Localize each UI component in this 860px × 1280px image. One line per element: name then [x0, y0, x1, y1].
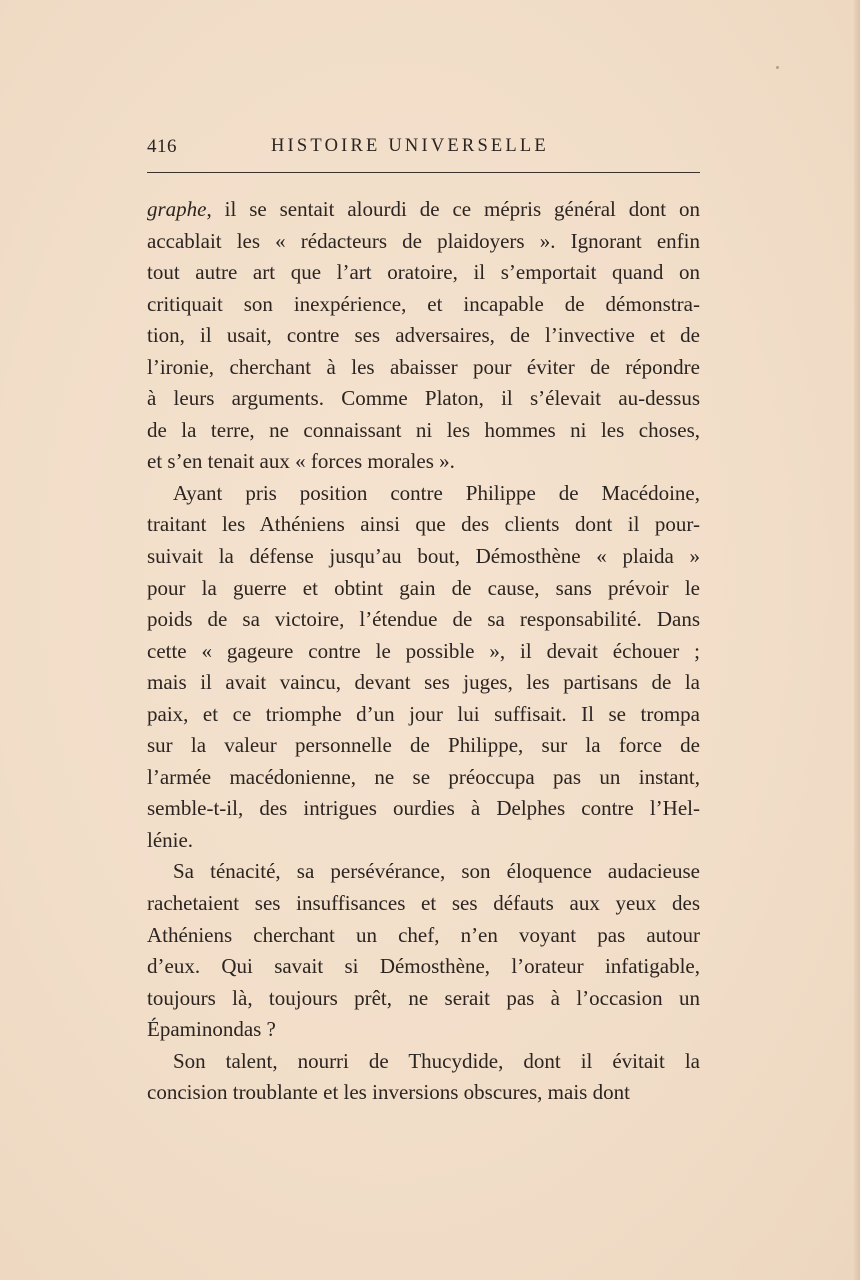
text-line: rachetaient ses insuffisances et ses défauts aux yeux des [147, 891, 700, 916]
text-line: tion, il usait, contre ses adversaires, de l’invective et de [147, 323, 700, 348]
text-line: Sa ténacité, sa persévérance, son éloquence audacieuse [173, 859, 700, 884]
text-line: l’armée macédonienne, ne se préoccupa pas un instant, [147, 764, 700, 789]
text-line: mais il avait vaincu, devant ses juges, les partisans de la [147, 670, 700, 695]
header-rule [147, 172, 700, 173]
text-line: de la terre, ne connaissant ni les hommes ni les choses, [147, 417, 700, 442]
text-line: Athéniens cherchant un chef, n’en voyant pas autour [147, 922, 700, 947]
text-line: cette « gageure contre le possible », il devait échouer ; [147, 638, 700, 663]
text-line: à leurs arguments. Comme Platon, il s’élevait au-dessus [147, 386, 700, 411]
text-line: paix, et ce triomphe d’un jour lui suffisait. Il se trompa [147, 701, 700, 726]
text-line: toujours là, toujours prêt, ne serait pas à l’occasion un [147, 985, 700, 1010]
text-line: accablait les « rédacteurs de plaidoyers ». Ignorant enfin [147, 228, 700, 253]
text-line: critiquait son inexpérience, et incapable de démonstra- [147, 291, 700, 316]
text-line: Épaminondas ? [147, 1017, 276, 1042]
page-number: 416 [147, 136, 177, 157]
text-line: d’eux. Qui savait si Démosthène, l’orateur infatigable, [147, 954, 700, 979]
paragraph-p3 [147, 856, 700, 1045]
text-line: lénie. [147, 827, 194, 852]
text-line: l’ironie, cherchant à les abaisser pour éviter de répondre [147, 354, 700, 379]
text-line: Ayant pris position contre Philippe de Macédoine, [173, 480, 700, 505]
page-header [147, 133, 700, 161]
paragraph-p4 [147, 1046, 700, 1109]
text-line: Son talent, nourri de Thucydide, dont il évitait la [173, 1048, 700, 1073]
text-line: traitant les Athéniens ainsi que des clients dont il pour- [147, 512, 700, 537]
body-text [147, 194, 700, 1109]
text-line: graphe, il se sentait alourdi de ce mépris général dont on [147, 197, 700, 221]
running-title: HISTOIRE UNIVERSELLE [271, 136, 549, 156]
paragraph-p1 [147, 194, 700, 478]
text-line: et s’en tenait aux « forces morales ». [147, 449, 455, 474]
paper-speck [776, 66, 779, 69]
text-line: suivait la défense jusqu’au bout, Démosthène « plaida » [147, 544, 700, 569]
text-line: pour la guerre et obtint gain de cause, sans prévoir le [147, 575, 700, 600]
text-line: sur la valeur personnelle de Philippe, sur la force de [147, 733, 700, 758]
text-line: semble-t-il, des intrigues ourdies à Delphes contre l’Hel- [147, 796, 700, 821]
text-line: tout autre art que l’art oratoire, il s’emportait quand on [147, 260, 700, 285]
text-line: concision troublante et les inversions obscures, mais dont [147, 1080, 630, 1105]
text-line: poids de sa victoire, l’étendue de sa responsabilité. Dans [147, 607, 700, 632]
page-edge [854, 0, 860, 1280]
paragraph-p2 [147, 478, 700, 857]
